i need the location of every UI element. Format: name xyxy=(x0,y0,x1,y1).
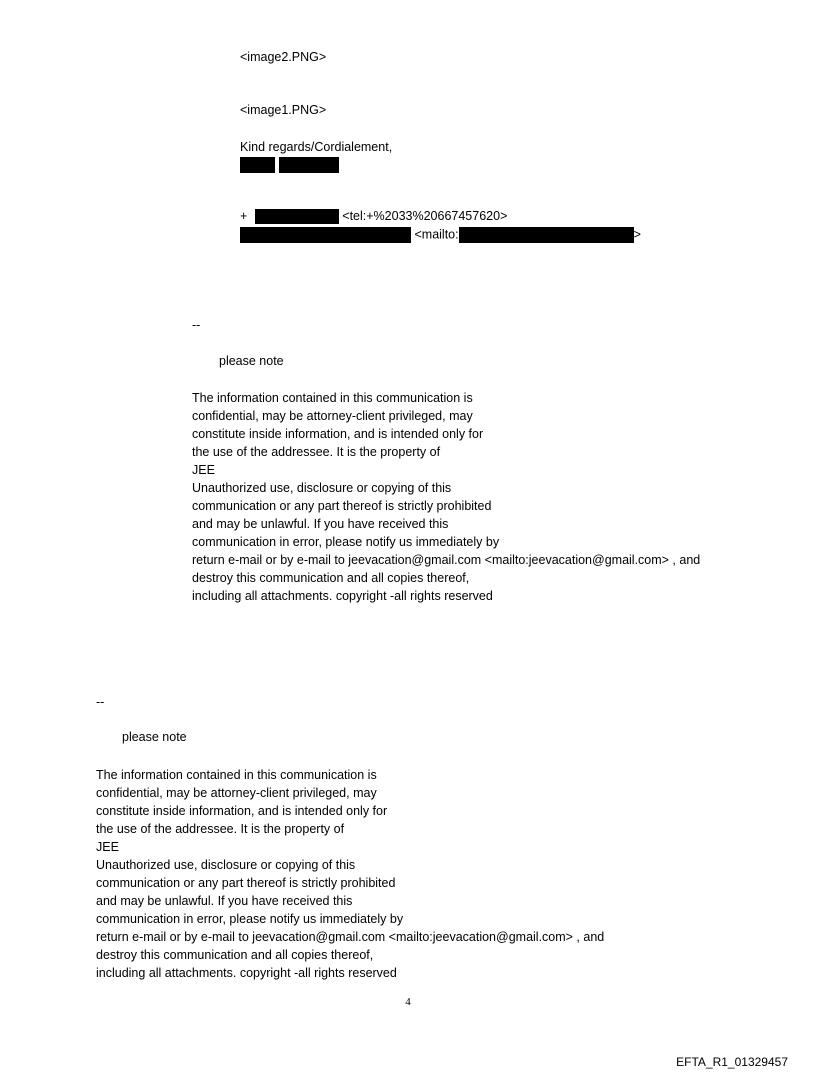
notice-2-line: the use of the addressee. It is the property of xyxy=(96,822,345,836)
notice-2-line: confidential, may be attorney-client privileged, may xyxy=(96,786,377,800)
signature-mail-row xyxy=(240,227,641,243)
redaction-name-last xyxy=(279,157,339,173)
page-number: 4 xyxy=(405,996,411,1008)
notice-2-line: Unauthorized use, disclosure or copying of this xyxy=(96,858,356,872)
notice-1-line: The information contained in this communication is xyxy=(192,391,473,405)
notice-2-line: communication or any part thereof is strictly prohibited xyxy=(96,876,396,890)
separator-2: -- xyxy=(96,695,105,709)
notice-2-line: destroy this communication and all copies thereof, xyxy=(96,948,374,962)
redaction-phone xyxy=(255,209,339,224)
notice-1-line: communication or any part thereof is strictly prohibited xyxy=(192,499,492,513)
notice-1-line: confidential, may be attorney-client privileged, may xyxy=(192,409,473,423)
separator-1: -- xyxy=(192,318,201,332)
notice-1-line: return e-mail or by e-mail to jeevacation@gmail.com <mailto:jeevacation@gmail.com> , and xyxy=(192,553,701,567)
document-id: EFTA_R1_01329457 xyxy=(676,1055,788,1069)
phone-link[interactable]: <tel:+%2033%20667457620> xyxy=(342,209,508,223)
notice-1-line: constitute inside information, and is intended only for xyxy=(192,427,484,441)
notice-2-body xyxy=(96,766,604,982)
notice-2-line: JEE xyxy=(96,840,119,854)
closing-regards: Kind regards/Cordialement, xyxy=(240,140,393,154)
notice-1-line: and may be unlawful. If you have received this xyxy=(192,517,449,531)
redaction-name-first xyxy=(240,157,275,173)
image1-placeholder: <image1.PNG> xyxy=(240,103,327,117)
notice-2-heading: please note xyxy=(122,730,187,744)
mailto-open[interactable]: <mailto: xyxy=(414,227,459,242)
notice-2-line: and may be unlawful. If you have received this xyxy=(96,894,353,908)
mailto-close: > xyxy=(633,227,641,242)
signature-phone-row xyxy=(240,209,507,224)
notice-1-line: Unauthorized use, disclosure or copying of this xyxy=(192,481,452,495)
notice-1-line: the use of the addressee. It is the property of xyxy=(192,445,441,459)
notice-2-line: communication in error, please notify us immediately by xyxy=(96,912,404,926)
notice-1-line: communication in error, please notify us immediately by xyxy=(192,535,500,549)
image2-placeholder: <image2.PNG> xyxy=(240,50,327,64)
notice-2-line: including all attachments. copyright -all rights reserved xyxy=(96,966,397,980)
notice-1-line: including all attachments. copyright -all rights reserved xyxy=(192,589,493,603)
notice-1-heading: please note xyxy=(219,354,284,368)
notice-1-body xyxy=(192,389,700,605)
notice-2-line: constitute inside information, and is intended only for xyxy=(96,804,388,818)
phone-prefix: + xyxy=(240,209,248,223)
notice-1-line: destroy this communication and all copies thereof, xyxy=(192,571,470,585)
notice-2-line: return e-mail or by e-mail to jeevacation@gmail.com <mailto:jeevacation@gmail.com> , and xyxy=(96,930,605,944)
redaction-email-display xyxy=(240,227,411,243)
notice-2-line: The information contained in this communication is xyxy=(96,768,377,782)
redaction-email-address xyxy=(459,227,634,243)
notice-1-line: JEE xyxy=(192,463,215,477)
